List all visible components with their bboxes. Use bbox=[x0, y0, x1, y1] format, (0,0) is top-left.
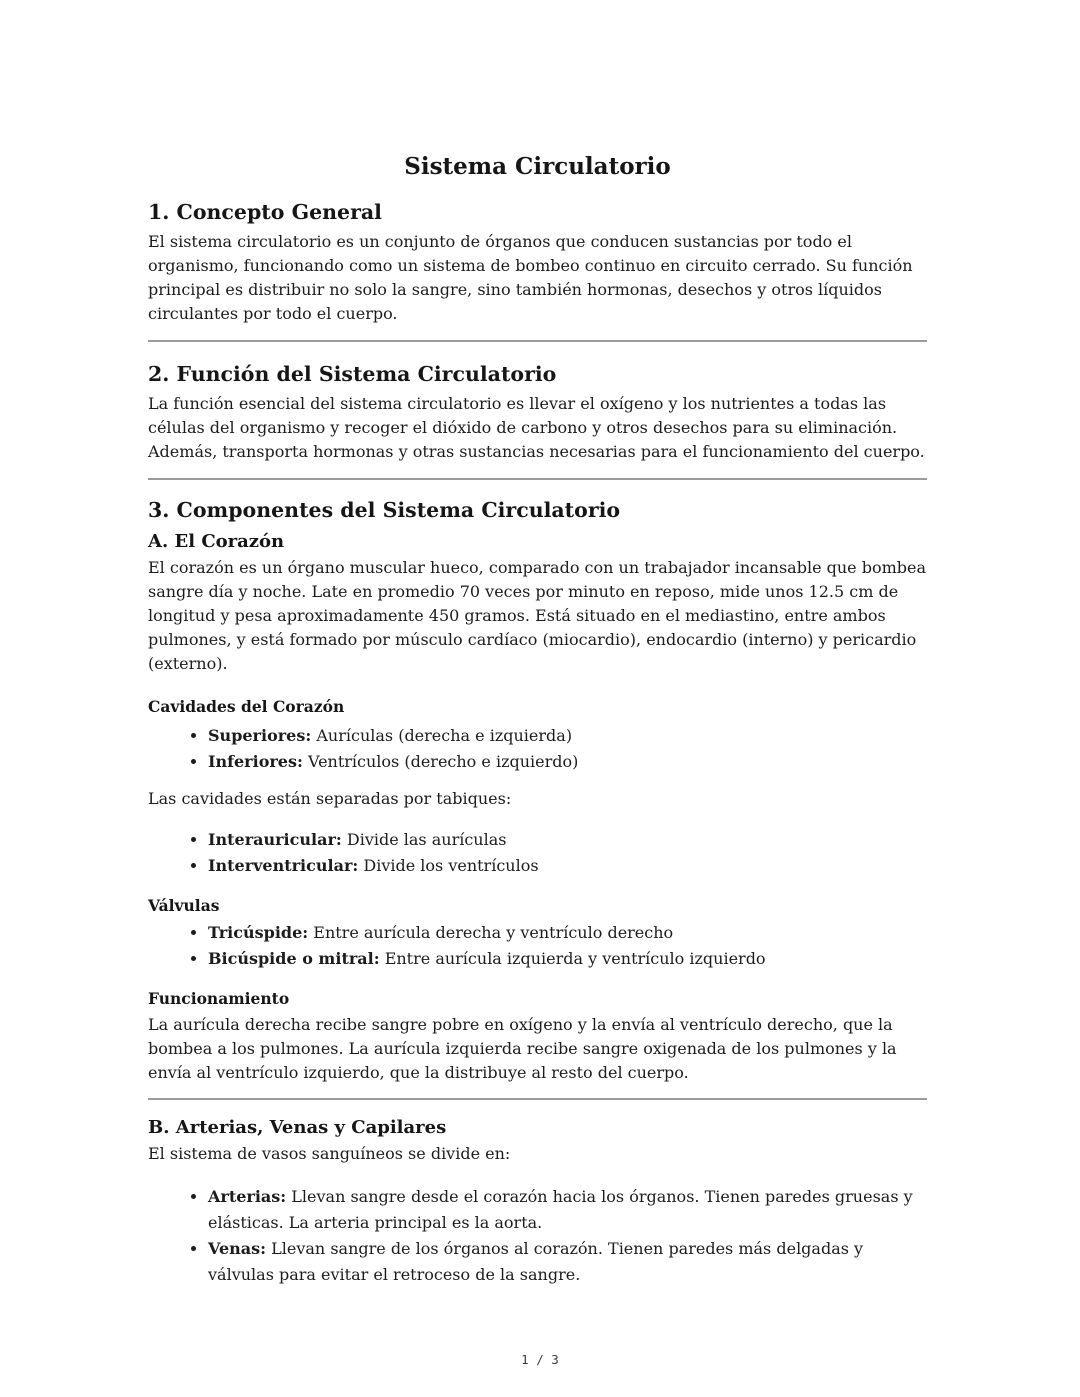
list-item-term: Interventricular: bbox=[208, 856, 359, 875]
list-item-term: Inferiores: bbox=[208, 752, 303, 771]
list-item-term: Arterias: bbox=[208, 1187, 287, 1206]
list-item bbox=[208, 827, 927, 853]
section-3-heading: 3. Componentes del Sistema Circulatorio bbox=[148, 498, 621, 522]
valvulas-heading: Válvulas bbox=[148, 896, 220, 915]
list-item bbox=[208, 1236, 927, 1288]
valvulas-list bbox=[148, 920, 927, 972]
tabiques-list bbox=[148, 827, 927, 879]
list-item-desc: Llevan sangre desde el corazón hacia los órganos. Tienen paredes gruesas y elásticas. La arteria principal es la aorta. bbox=[208, 1187, 913, 1232]
list-item-desc: Divide los ventrículos bbox=[358, 856, 539, 875]
list-item bbox=[208, 853, 927, 879]
list-item-term: Interauricular: bbox=[208, 830, 342, 849]
funcionamiento-body: La aurícula derecha recibe sangre pobre en oxígeno y la envía al ventrículo derecho, que la bombea a los pulmones. La aurícula izquierda recibe sangre oxigenada de los pulmones y la envía al ventrículo izquierdo, que la distribuye al resto del cuerpo. bbox=[148, 1015, 897, 1082]
list-item-term: Bicúspide o mitral: bbox=[208, 949, 380, 968]
list-item bbox=[208, 723, 927, 749]
list-item-desc: Llevan sangre de los órganos al corazón. Tienen paredes más delgadas y válvulas para evitar el retroceso de la sangre. bbox=[208, 1239, 864, 1284]
funcionamiento-heading: Funcionamiento bbox=[148, 989, 290, 1008]
list-item-desc: Aurículas (derecha e izquierda) bbox=[311, 726, 573, 745]
subsection-b-heading: B. Arterias, Venas y Capilares bbox=[148, 1117, 447, 1138]
list-item-desc: Entre aurícula izquierda y ventrículo izquierdo bbox=[379, 949, 766, 968]
subsection-a-body: El corazón es un órgano muscular hueco, comparado con un trabajador incansable que bombea sangre día y noche. Late en promedio 70 veces por minuto en reposo, mide unos 12.5 cm de longitud y pesa aproximadamente 450 gramos. Está situado en el mediastino, entre ambos pulmones, y está formado por músculo cardíaco (miocardio), endocardio (interno) y pericardio (externo). bbox=[148, 558, 927, 673]
subsection-a-heading: A. El Corazón bbox=[148, 531, 285, 552]
document-title: Sistema Circulatorio bbox=[404, 153, 671, 180]
list-item-desc: Entre aurícula derecha y ventrículo derecho bbox=[308, 923, 674, 942]
list-item bbox=[208, 749, 927, 775]
tabiques-paragraph: Las cavidades están separadas por tabiques: bbox=[148, 789, 512, 808]
list-item-desc: Divide las aurículas bbox=[341, 830, 507, 849]
document-content bbox=[148, 0, 927, 1288]
cavidades-list bbox=[148, 723, 927, 775]
section-2-heading: 2. Función del Sistema Circulatorio bbox=[148, 362, 557, 386]
list-item-term: Tricúspide: bbox=[208, 923, 309, 942]
list-item bbox=[208, 1184, 927, 1236]
list-item-term: Superiores: bbox=[208, 726, 312, 745]
section-1-body: El sistema circulatorio es un conjunto de órganos que conducen sustancias por todo el organismo, funcionando como un sistema de bombeo continuo en circuito cerrado. Su función principal es distribuir no solo la sangre, sino también hormonas, desechos y otros líquidos circulantes por todo el cuerpo. bbox=[148, 232, 913, 323]
section-2-body: La función esencial del sistema circulatorio es llevar el oxígeno y los nutrientes a todas las células del organismo y recoger el dióxido de carbono y otros desechos para su eliminación. Además, transporta hormonas y otras sustancias necesarias para el funcionamiento del cuerpo. bbox=[148, 394, 925, 461]
section-divider bbox=[148, 478, 927, 480]
cavidades-heading: Cavidades del Corazón bbox=[148, 697, 345, 716]
section-1-heading: 1. Concepto General bbox=[148, 200, 382, 224]
list-item bbox=[208, 920, 927, 946]
list-item-term: Venas: bbox=[208, 1239, 267, 1258]
section-divider bbox=[148, 340, 927, 342]
section-divider bbox=[148, 1098, 927, 1100]
subsection-b-intro: El sistema de vasos sanguíneos se divide en: bbox=[148, 1144, 511, 1163]
vasos-list bbox=[148, 1184, 927, 1288]
page-number: 1 / 3 bbox=[521, 1352, 559, 1367]
list-item bbox=[208, 946, 927, 972]
list-item-desc: Ventrículos (derecho e izquierdo) bbox=[302, 752, 579, 771]
